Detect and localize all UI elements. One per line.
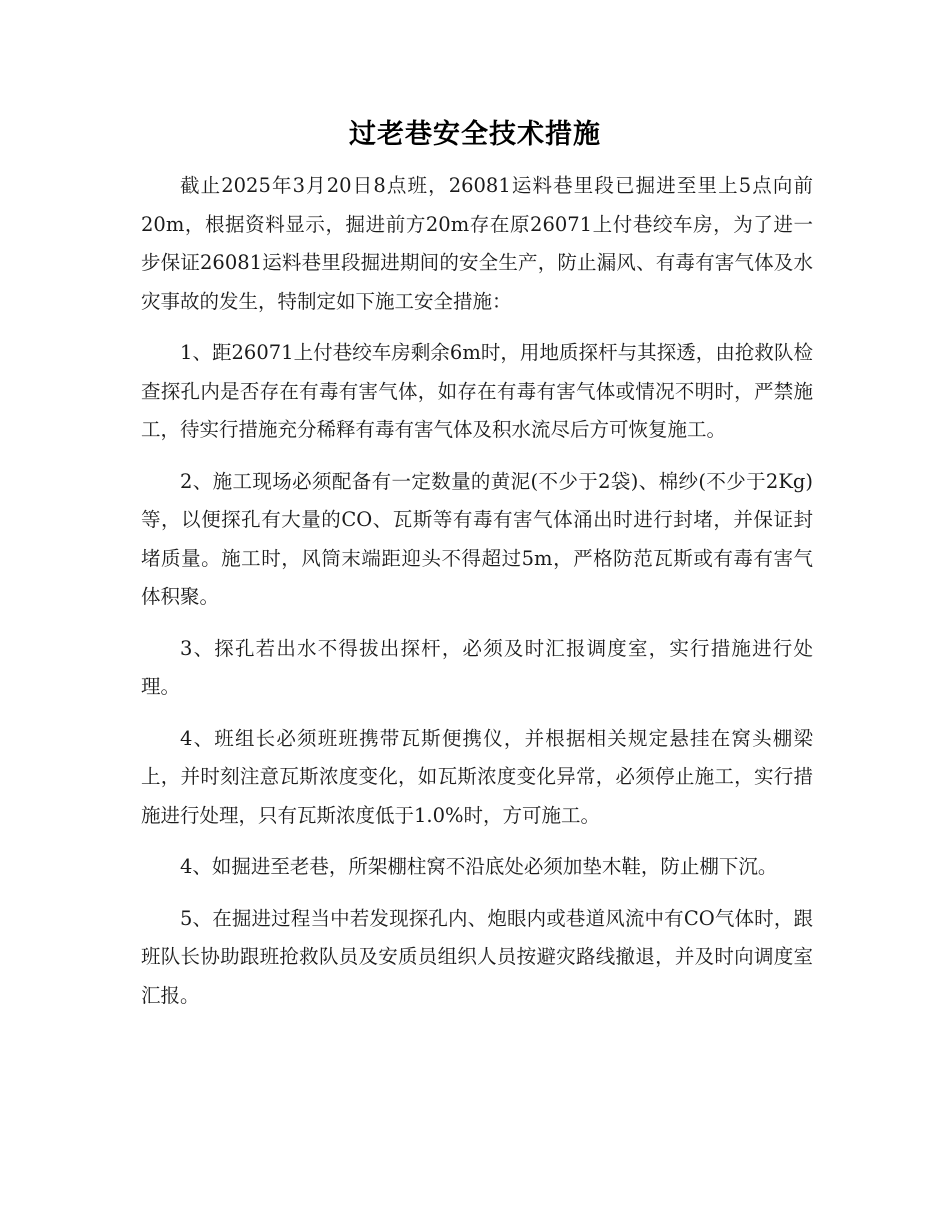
intro-paragraph: 截止2025年3月20日8点班，26081运料巷里段已掘进至里上5点向前20m，根据资料显示，掘进前方20m存在原26071上付巷绞车房，为了进一步保证26081运料巷里段掘进期间的安全生产，防止漏风、有毒有害气体及水灾事故的发生，特制定如下施工安全措施： <box>141 174 813 313</box>
measure-paragraph-1: 1、距26071上付巷绞车房剩余6m时，用地质探杆与其探透，由抢救队检查探孔内是否存在有毒有害气体，如存在有毒有害气体或情况不明时，严禁施工，待实行措施充分稀释有毒有害气体及积水流尽后方可恢复施工。 <box>141 341 813 441</box>
document-body <box>141 167 813 1028</box>
measure-paragraph-2: 2、施工现场必须配备有一定数量的黄泥(不少于2袋)、棉纱(不少于2Kg)等，以便探孔有大量的CO、瓦斯等有毒有害气体涌出时进行封堵，并保证封堵质量。施工时，风筒末端距迎头不得超过5m，严格防范瓦斯或有毒有害气体积聚。 <box>141 469 813 608</box>
measure-paragraph-3: 3、探孔若出水不得拔出探杆，必须及时汇报调度室，实行措施进行处理。 <box>141 636 813 698</box>
measure-paragraph-5: 5、在掘进过程当中若发现探孔内、炮眼内或巷道风流中有CO气体时，跟班队长协助跟班抢救队员及安质员组织人员按避灾路线撤退，并及时向调度室汇报。 <box>141 906 813 1007</box>
measure-paragraph-4a: 4、班组长必须班班携带瓦斯便携仪，并根据相关规定悬挂在窝头棚梁上，并时刻注意瓦斯浓度变化，如瓦斯浓度变化异常，必须停止施工，实行措施进行处理，只有瓦斯浓度低于1.0%时，方可施工。 <box>141 726 813 827</box>
measure-paragraph-4b: 4、如掘进至老巷，所架棚柱窝不沿底处必须加垫木鞋，防止棚下沉。 <box>180 855 778 878</box>
document-title: 过老巷安全技术措施 <box>349 119 601 150</box>
